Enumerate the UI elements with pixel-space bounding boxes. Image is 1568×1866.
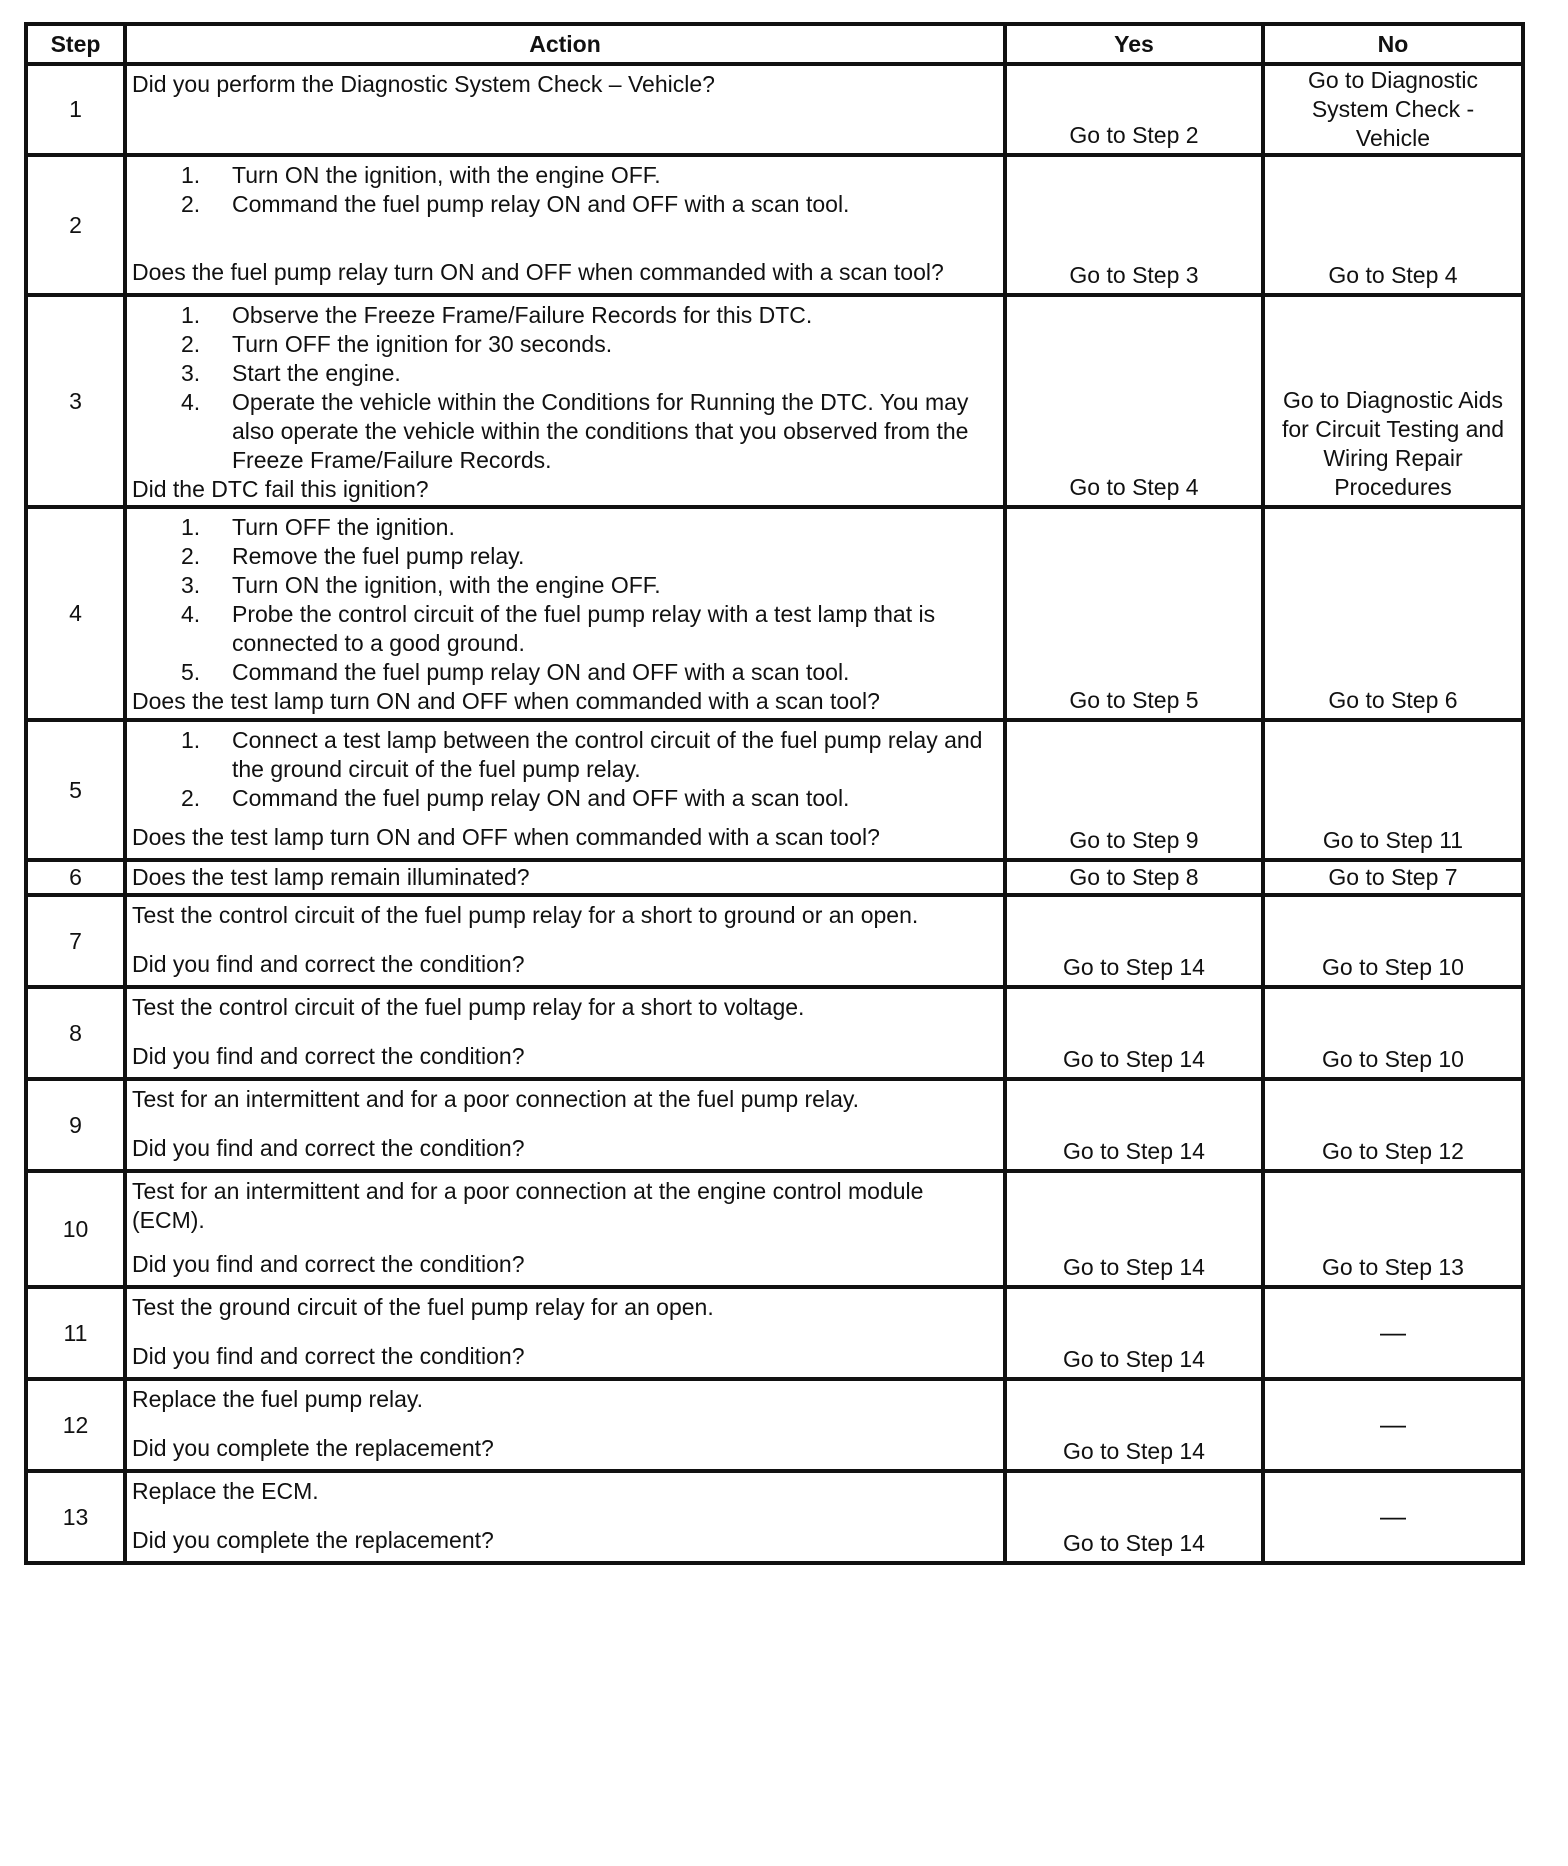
action-step-item: 2. Command the fuel pump relay ON and OFF with a scan tool. (181, 785, 850, 811)
action-question: Did you find and correct the condition? (132, 1343, 525, 1369)
yes-cell: Go to Step 14 (1005, 987, 1263, 1079)
table-row (26, 895, 1523, 987)
yes-cell: Go to Step 9 (1005, 720, 1263, 860)
action-cell (125, 1379, 1005, 1471)
yes-cell: Go to Step 3 (1005, 155, 1263, 295)
step-number: 2 (26, 155, 125, 295)
action-step-item: 4. Probe the control circuit of the fuel pump relay with a test lamp that is connected to a good ground. (181, 601, 936, 656)
action-cell (125, 295, 1005, 507)
no-cell: Go to Step 6 (1263, 507, 1523, 720)
action-step-item: 1. Observe the Freeze Frame/Failure Records for this DTC. (181, 302, 813, 328)
action-instruction: Test for an intermittent and for a poor connection at the engine control module (ECM). (132, 1178, 924, 1233)
action-step-item: 2. Turn OFF the ignition for 30 seconds. (181, 331, 613, 357)
no-cell: Go to Step 10 (1263, 987, 1523, 1079)
table-row (26, 155, 1523, 295)
action-instruction: Replace the fuel pump relay. (132, 1386, 424, 1412)
action-steps (132, 726, 997, 813)
action-question: Did you complete the replacement? (132, 1527, 494, 1553)
action-steps (132, 161, 997, 219)
yes-cell: Go to Step 14 (1005, 1471, 1263, 1563)
action-instruction: Test the control circuit of the fuel pump relay for a short to ground or an open. (132, 902, 919, 928)
table-row (26, 1287, 1523, 1379)
action-question: Did you complete the replacement? (132, 1435, 494, 1461)
no-cell: Go to Step 11 (1263, 720, 1523, 860)
step-number: 10 (26, 1171, 125, 1287)
action-step-item: 1. Turn OFF the ignition. (181, 514, 455, 540)
yes-cell: Go to Step 5 (1005, 507, 1263, 720)
no-cell: — (1263, 1471, 1523, 1563)
yes-cell: Go to Step 2 (1005, 64, 1263, 155)
action-step-item: 3. Turn ON the ignition, with the engine OFF. (181, 572, 661, 598)
no-cell: Go to Step 13 (1263, 1171, 1523, 1287)
action-step-item: 4. Operate the vehicle within the Conditions for Running the DTC. You may also operate the vehicle within the conditions that you observed from the Freeze Frame/Failure Records. (181, 389, 969, 473)
no-cell: Go to Step 10 (1263, 895, 1523, 987)
action-question: Does the fuel pump relay turn ON and OFF when commanded with a scan tool? (132, 259, 944, 285)
table-row (26, 860, 1523, 895)
header-row (26, 24, 1523, 64)
action-cell (125, 64, 1005, 155)
action-instruction: Test the control circuit of the fuel pump relay for a short to voltage. (132, 994, 805, 1020)
action-question: Does the test lamp turn ON and OFF when commanded with a scan tool? (132, 688, 880, 714)
action-step-item: 2. Command the fuel pump relay ON and OFF with a scan tool. (181, 191, 850, 217)
action-question: Did you find and correct the condition? (132, 951, 525, 977)
step-number: 3 (26, 295, 125, 507)
action-cell (125, 1287, 1005, 1379)
no-cell: Go to Step 7 (1263, 860, 1523, 895)
action-cell (125, 1079, 1005, 1171)
action-cell (125, 1471, 1005, 1563)
step-number: 9 (26, 1079, 125, 1171)
yes-cell: Go to Step 4 (1005, 295, 1263, 507)
action-step-item: 5. Command the fuel pump relay ON and OFF with a scan tool. (181, 659, 850, 685)
action-steps (132, 301, 997, 475)
action-instruction: Test for an intermittent and for a poor connection at the fuel pump relay. (132, 1086, 860, 1112)
no-cell: Go to Diagnostic System Check - Vehicle (1263, 64, 1523, 155)
action-cell (125, 720, 1005, 860)
table-row (26, 1171, 1523, 1287)
yes-cell: Go to Step 14 (1005, 895, 1263, 987)
yes-cell: Go to Step 14 (1005, 1079, 1263, 1171)
table-row (26, 1079, 1523, 1171)
action-question: Did the DTC fail this ignition? (132, 476, 429, 502)
step-number: 1 (26, 64, 125, 155)
header-yes: Yes (1005, 24, 1263, 64)
no-cell: Go to Step 12 (1263, 1079, 1523, 1171)
no-cell: — (1263, 1379, 1523, 1471)
step-number: 6 (26, 860, 125, 895)
action-cell (125, 987, 1005, 1079)
no-cell: Go to Step 4 (1263, 155, 1523, 295)
no-cell: — (1263, 1287, 1523, 1379)
step-number: 12 (26, 1379, 125, 1471)
action-question: Did you find and correct the condition? (132, 1251, 525, 1277)
yes-cell: Go to Step 14 (1005, 1379, 1263, 1471)
action-instruction: Replace the ECM. (132, 1478, 319, 1504)
action-cell (125, 895, 1005, 987)
header-no: No (1263, 24, 1523, 64)
action-question: Did you find and correct the condition? (132, 1043, 525, 1069)
table-row (26, 987, 1523, 1079)
step-number: 5 (26, 720, 125, 860)
yes-cell: Go to Step 14 (1005, 1287, 1263, 1379)
action-question: Did you find and correct the condition? (132, 1135, 525, 1161)
step-number: 11 (26, 1287, 125, 1379)
table-row (26, 295, 1523, 507)
action-step-item: 1. Turn ON the ignition, with the engine OFF. (181, 162, 661, 188)
step-number: 8 (26, 987, 125, 1079)
action-cell (125, 507, 1005, 720)
header-action: Action (125, 24, 1005, 64)
action-question: Does the test lamp turn ON and OFF when commanded with a scan tool? (132, 824, 880, 850)
yes-cell: Go to Step 14 (1005, 1171, 1263, 1287)
action-cell (125, 1171, 1005, 1287)
action-cell (125, 860, 1005, 895)
step-number: 4 (26, 507, 125, 720)
action-step-item: 2. Remove the fuel pump relay. (181, 543, 525, 569)
action-steps (132, 513, 997, 687)
step-number: 7 (26, 895, 125, 987)
action-step-item: 3. Start the engine. (181, 360, 401, 386)
table-row (26, 64, 1523, 155)
header-step: Step (26, 24, 125, 64)
action-question: Did you perform the Diagnostic System Check – Vehicle? (132, 71, 715, 97)
diagnostic-table (24, 22, 1525, 1565)
no-cell: Go to Diagnostic Aids for Circuit Testing and Wiring Repair Procedures (1263, 295, 1523, 507)
action-step-item: 1. Connect a test lamp between the control circuit of the fuel pump relay and the ground circuit of the fuel pump relay. (181, 727, 983, 782)
table-row (26, 507, 1523, 720)
yes-cell: Go to Step 8 (1005, 860, 1263, 895)
table-row (26, 1379, 1523, 1471)
table-row (26, 1471, 1523, 1563)
action-cell (125, 155, 1005, 295)
table-row (26, 720, 1523, 860)
step-number: 13 (26, 1471, 125, 1563)
action-instruction: Test the ground circuit of the fuel pump relay for an open. (132, 1294, 714, 1320)
action-question: Does the test lamp remain illuminated? (132, 864, 530, 890)
